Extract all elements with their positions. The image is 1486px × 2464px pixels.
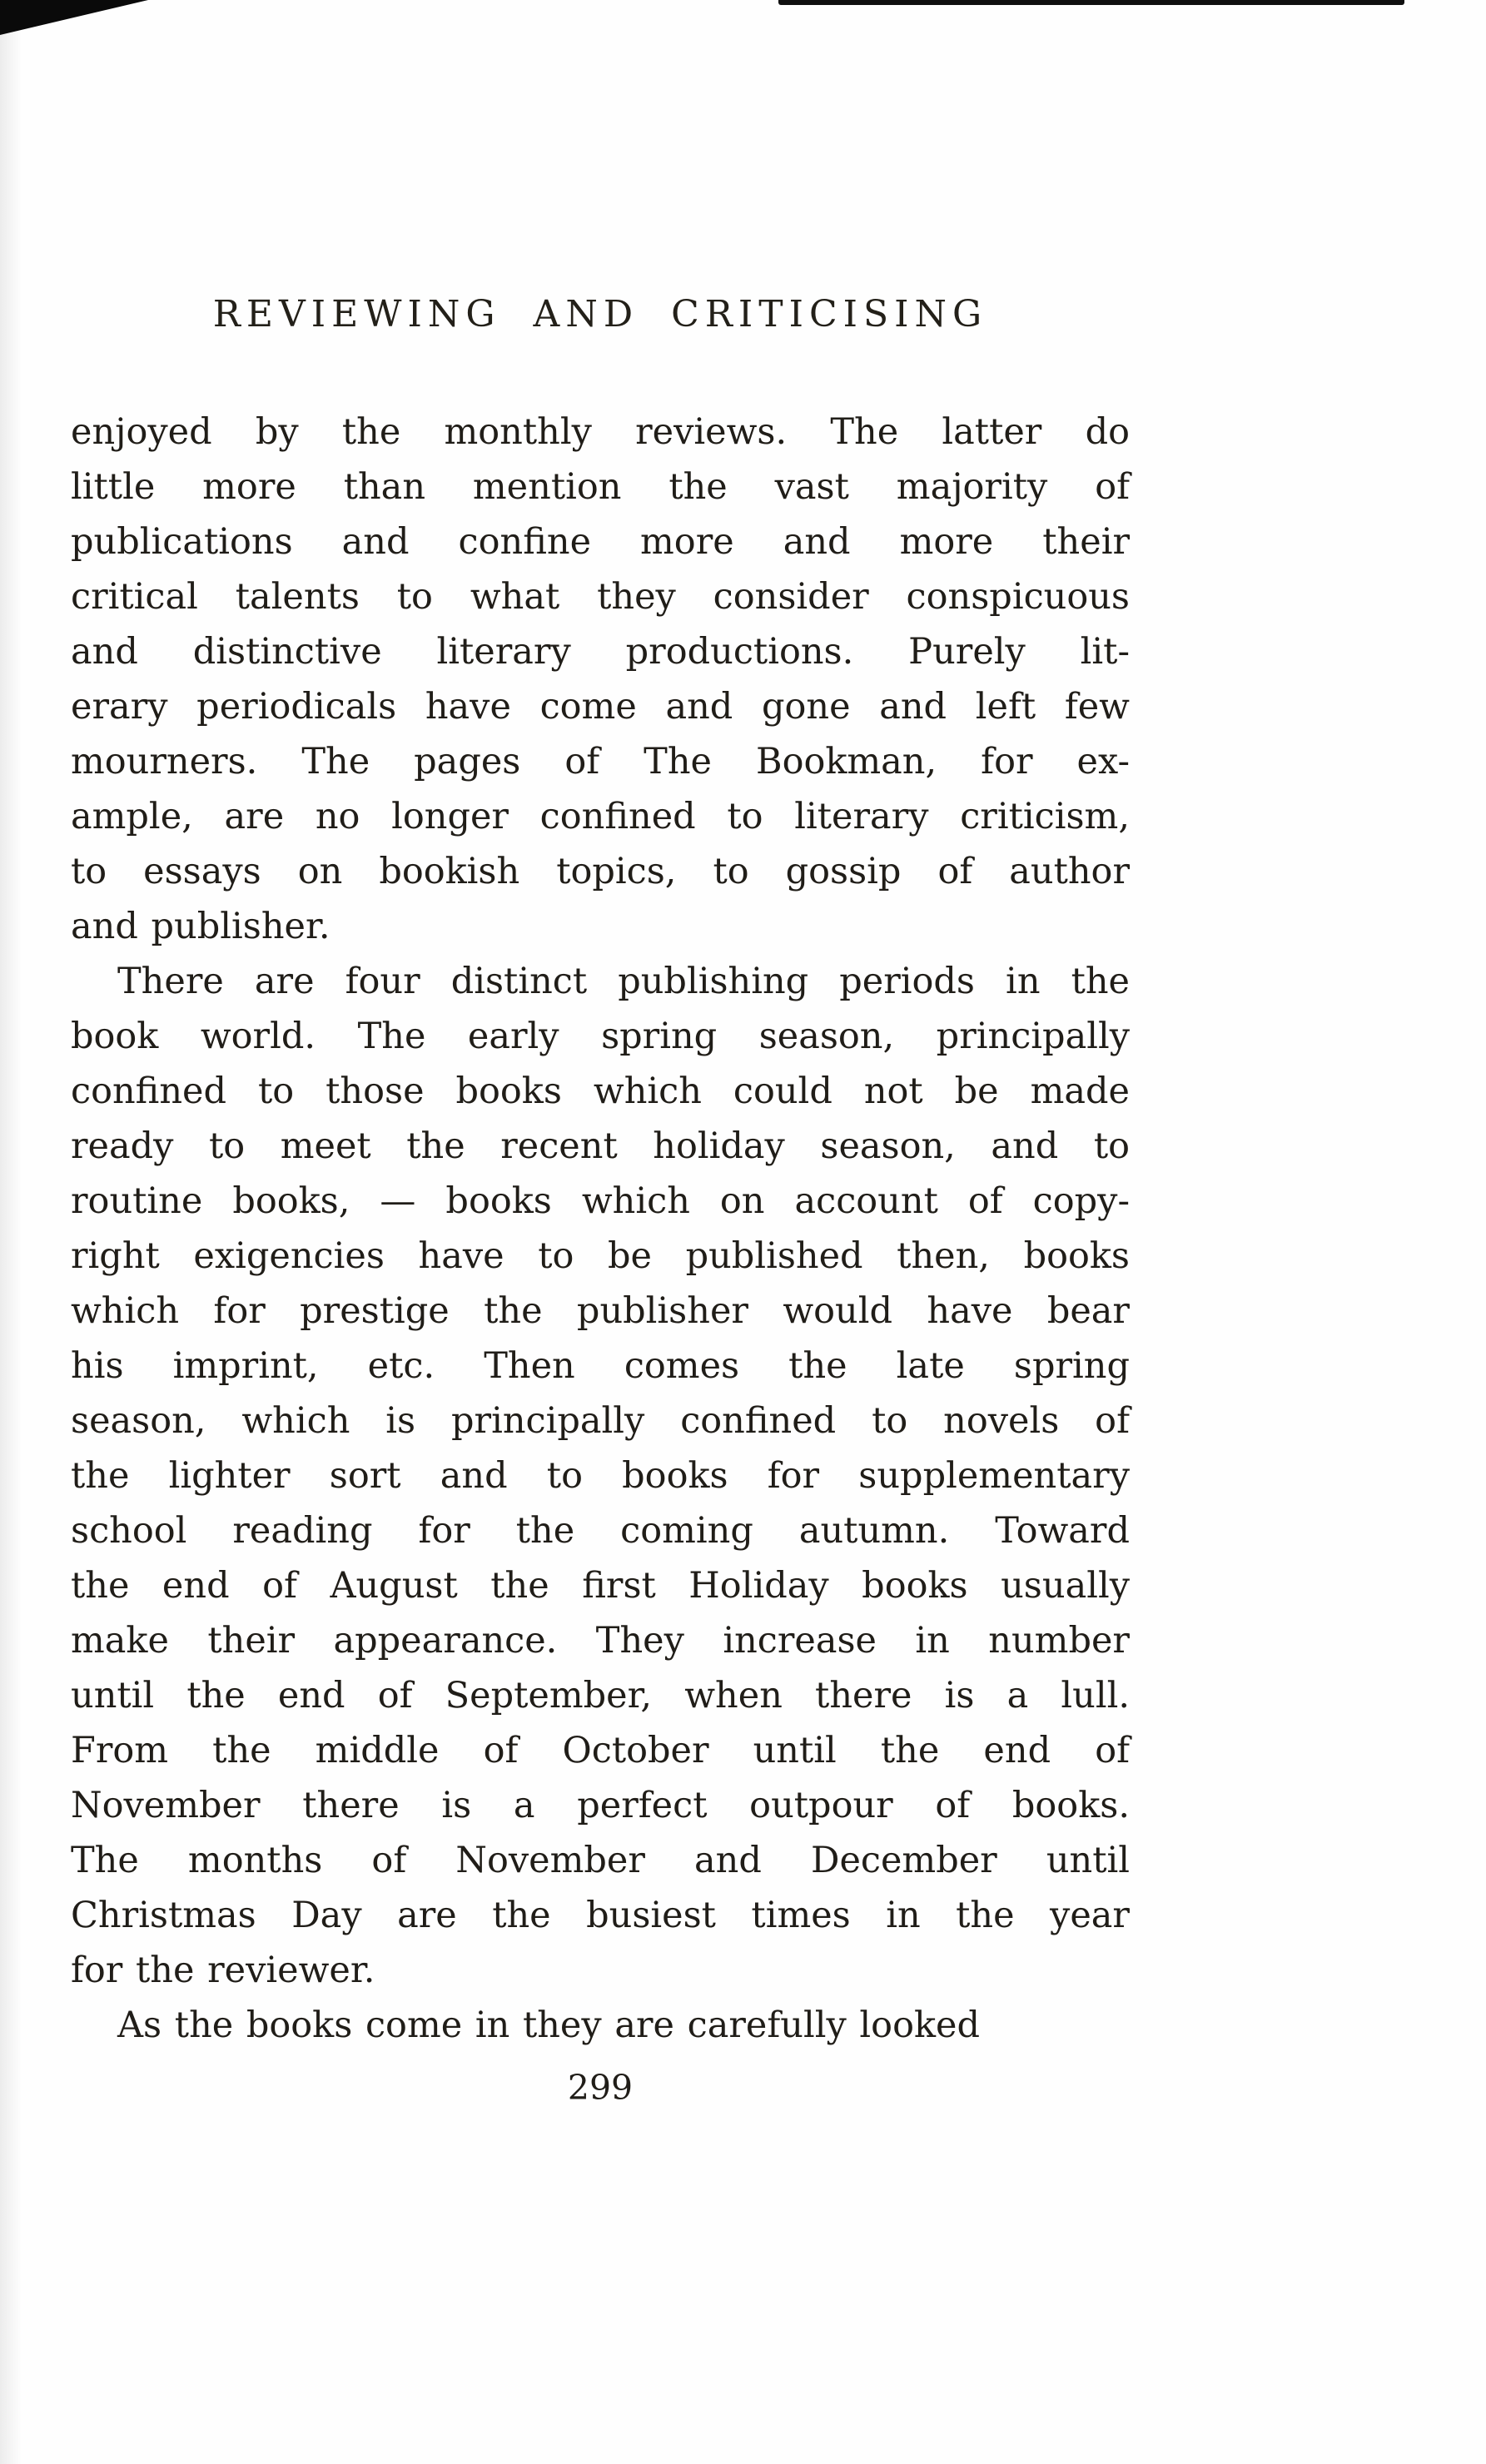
page-edge-shadow <box>0 0 22 2464</box>
text-line: school reading for the coming autumn. Toward <box>71 1510 1130 1552</box>
text-line: As the books come in they are carefully looked <box>117 2004 980 2046</box>
running-head: REVIEWING AND CRITICISING <box>212 293 988 335</box>
body-text <box>71 405 1130 2053</box>
text-line: the end of August the first Holiday books usually <box>71 1565 1130 1607</box>
text-line: enjoyed by the monthly reviews. The latter do <box>71 411 1130 453</box>
text-line: which for prestige the publisher would have bear <box>71 1290 1130 1332</box>
text-line: make their appearance. They increase in number <box>71 1620 1130 1662</box>
text-line: routine books, — books which on account of copy- <box>71 1180 1130 1222</box>
text-line: right exigencies have to be published then, books <box>71 1235 1130 1277</box>
text-line: for the reviewer. <box>71 1950 375 1991</box>
text-line: and publisher. <box>71 906 330 947</box>
text-line: mourners. The pages of The Bookman, for ex- <box>71 741 1130 782</box>
text-line: the lighter sort and to books for supplementary <box>71 1455 1130 1497</box>
text-line: until the end of September, when there is a lull. <box>71 1675 1130 1716</box>
text-line: confined to those books which could not be made <box>71 1071 1130 1112</box>
text-line: critical talents to what they consider conspicuous <box>71 576 1130 618</box>
text-line: The months of November and December until <box>71 1840 1130 1881</box>
text-line: to essays on bookish topics, to gossip of author <box>71 851 1130 892</box>
text-line: Christmas Day are the busiest times in the year <box>71 1895 1130 1936</box>
text-line: his imprint, etc. Then comes the late spring <box>71 1345 1130 1387</box>
text-line: ample, are no longer confined to literary criticism, <box>71 796 1130 837</box>
text-line: From the middle of October until the end of <box>71 1730 1130 1771</box>
page-number: 299 <box>567 2068 634 2108</box>
text-line: little more than mention the vast majority of <box>71 466 1130 508</box>
text-line: publications and confine more and more their <box>71 521 1130 563</box>
scan-top-edge-line <box>778 0 1404 5</box>
scan-corner-mark <box>0 0 148 35</box>
text-line: and distinctive literary productions. Purely lit- <box>71 631 1130 673</box>
text-line: erary periodicals have come and gone and left few <box>71 686 1130 728</box>
text-line: season, which is principally confined to novels of <box>71 1400 1130 1442</box>
text-line: There are four distinct publishing periods in the <box>117 961 1130 1002</box>
text-line: ready to meet the recent holiday season, and to <box>71 1125 1130 1167</box>
text-line: book world. The early spring season, principally <box>71 1016 1130 1057</box>
text-line: November there is a perfect outpour of books. <box>71 1785 1130 1826</box>
